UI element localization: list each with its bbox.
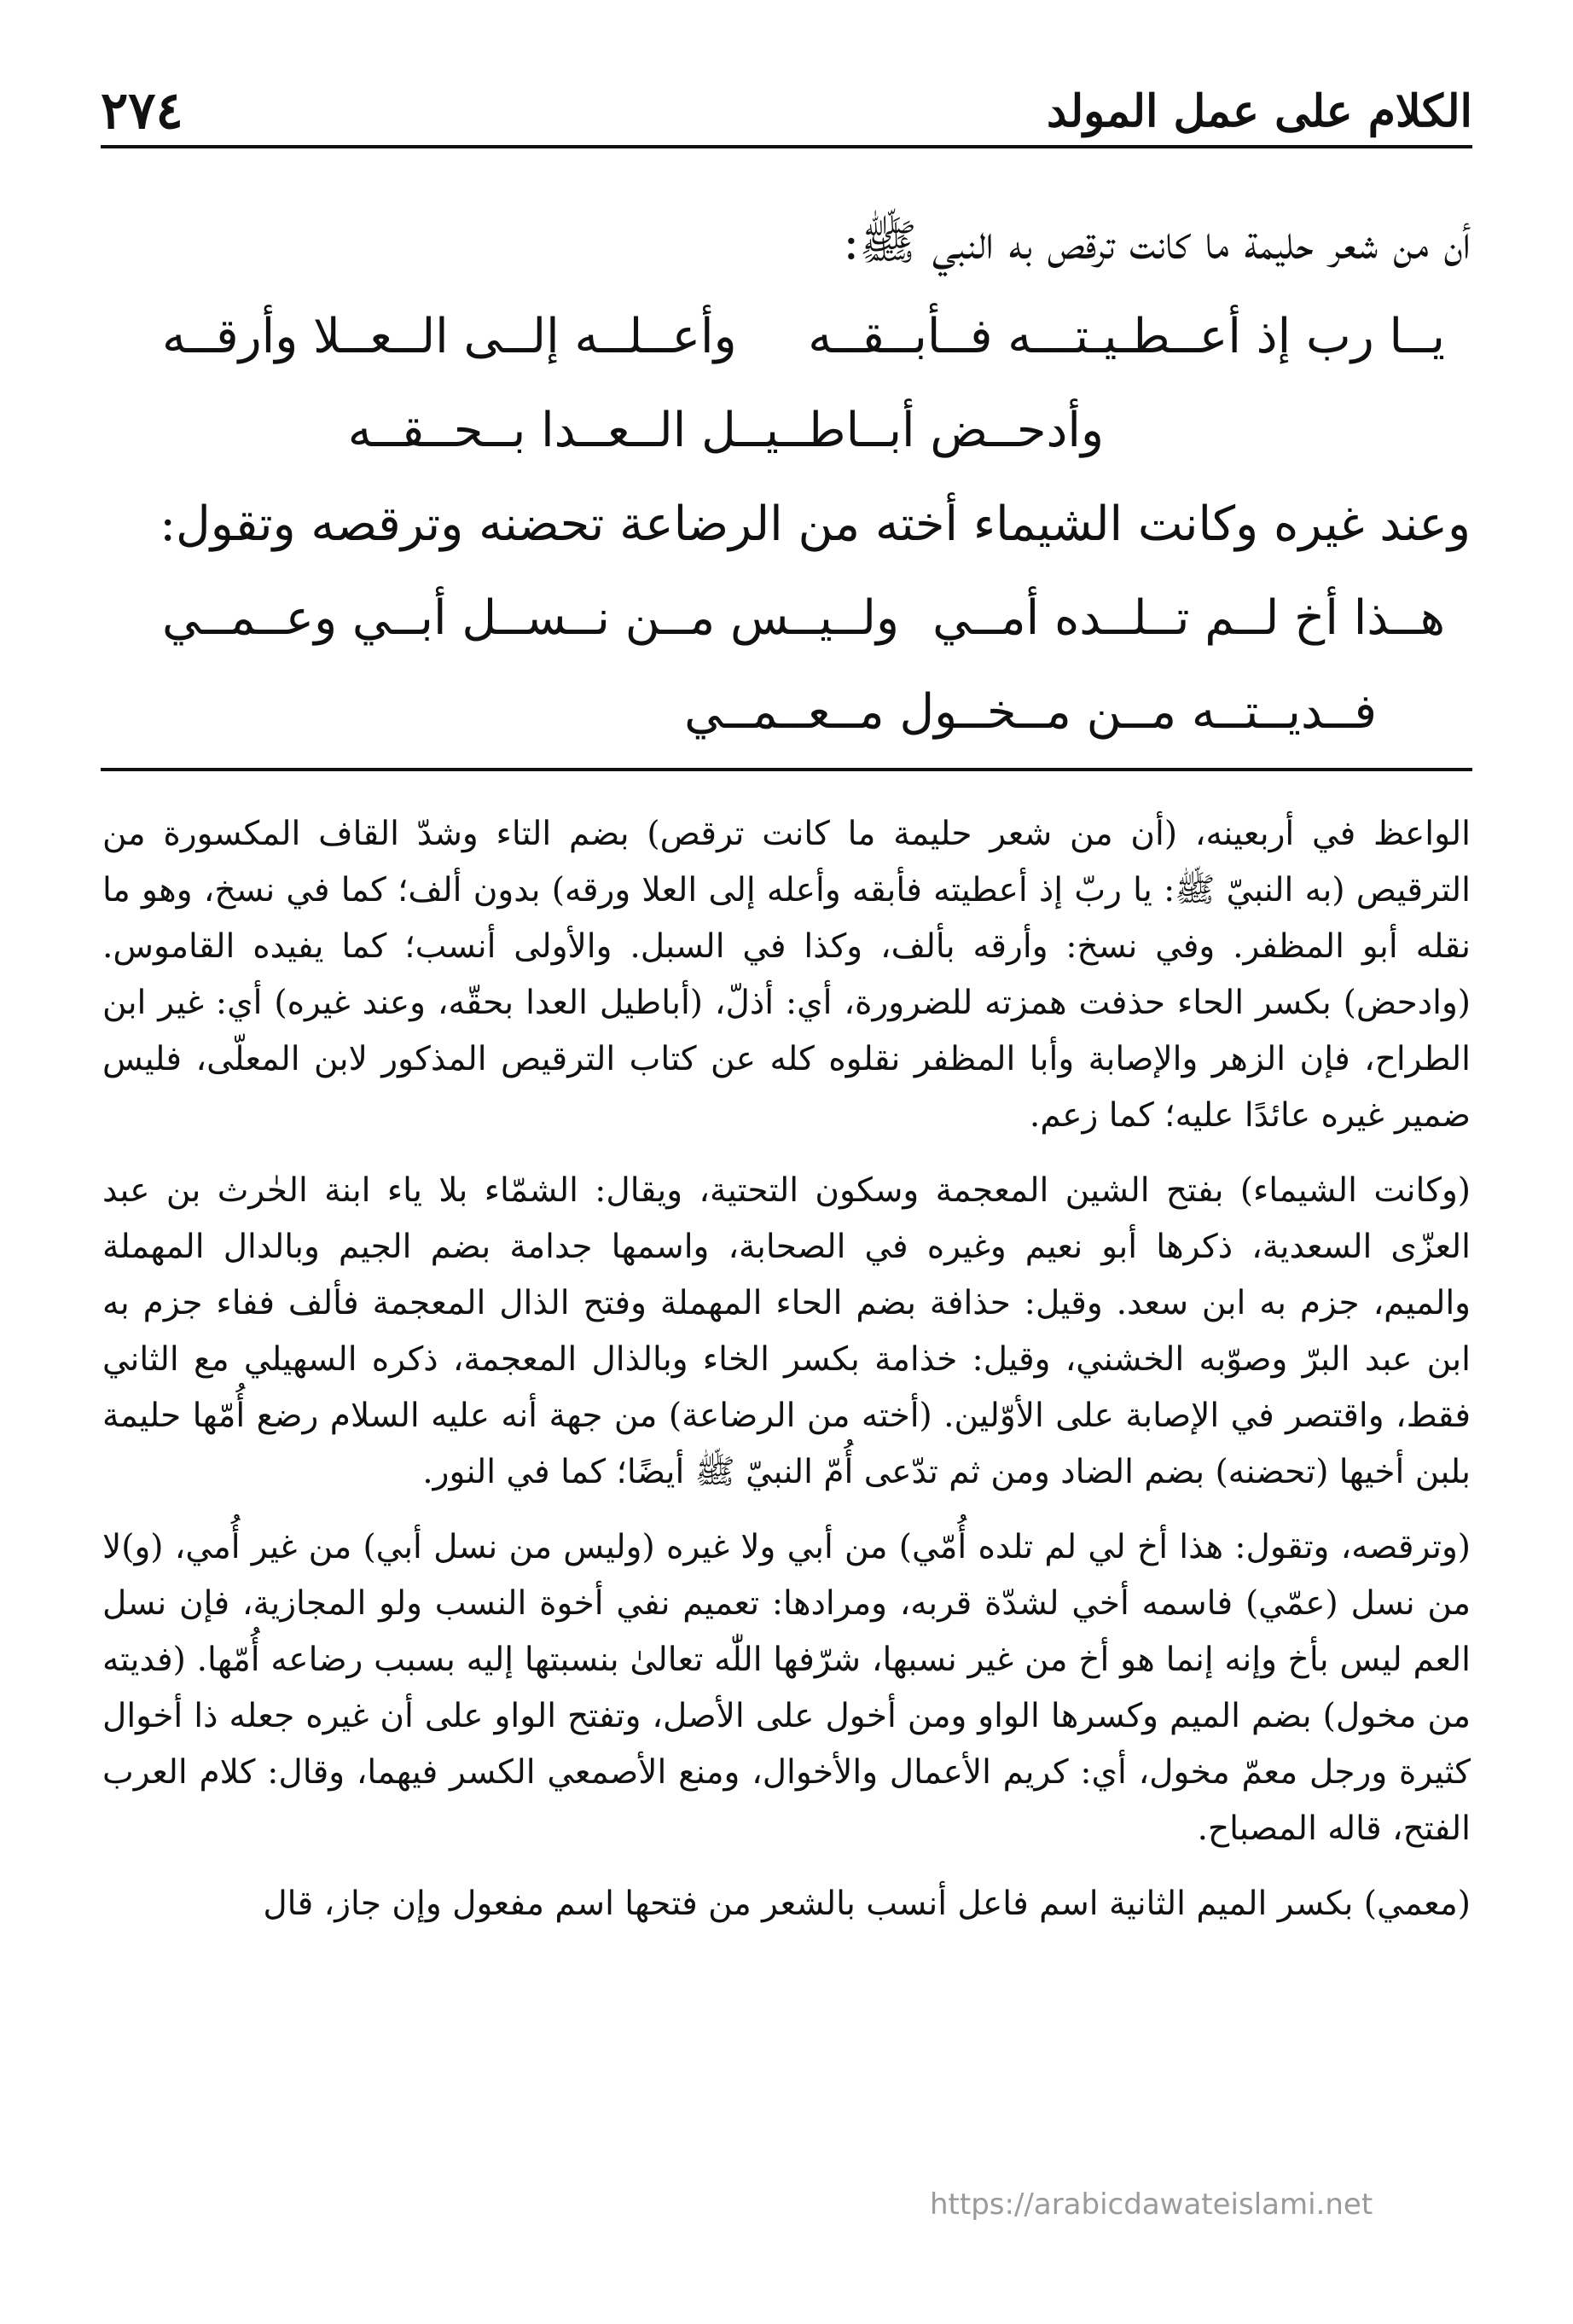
verse-1-continuation: وأدحــض أبــاطــيــل الــعــدا بــحــقــه bbox=[347, 403, 1104, 458]
page-number: ٢٧٤ bbox=[101, 81, 183, 141]
commentary-paragraph-4: (معمي) بكسر الميم الثانية اسم فاعل أنسب بالشعر من فتحها اسم مفعول وإن جاز، قال bbox=[263, 1885, 1471, 1923]
verse-1-second-hemistich: وأعــلــه إلــى الــعــلا وأرقــه bbox=[162, 309, 737, 364]
verse-2 bbox=[128, 572, 1471, 665]
verse-2-second-hemistich: ولــيــس مــن نــســل أبــي وعــمــي bbox=[162, 590, 900, 646]
verse-1 bbox=[128, 290, 1471, 384]
intro-line: أن من شعر حليمة ما كانت ترقص به النبي ﷺ: bbox=[843, 215, 1471, 270]
watermark-url: https://arabicdawateislami.net bbox=[930, 2187, 1373, 2222]
running-title: الكلام على عمل المولد bbox=[1047, 84, 1472, 137]
verse-1-first-hemistich: يــا رب إذ أعــطـيـتـــه فــأبــقــه bbox=[808, 309, 1445, 364]
commentary-paragraph-2: (وكانت الشيماء) بفتح الشين المعجمة وسكون التحتية، ويقال: الشمّاء بلا ياء ابنة الحٰرث بن عبد العزّى السعدية، ذكرها أبو نعيم وغيره في الصحابة، واسمها جدامة بضم الجيم وبالدال المهملة والميم، جزم به ابن سعد. وقيل: حذافة بضم الحاء المهملة وفتح الذال المعجمة فألف ففاء جزم به ابن عبد البرّ وصوّبه الخشني، وقيل: خذامة بكسر الخاء وبالذال المعجمة، ذكره السهيلي مع الثاني فقط، واقتصر في الإصابة على الأوّلين. (أخته من الرضاعة) من جهة أنه عليه السلام رضع أُمّها حليمة بلبن أخيها (تحضنه) بضم الضاد ومن ثم تدّعى أُمّ النبيّ ﷺ أيضًا؛ كما في النور. bbox=[102, 1171, 1471, 1491]
verse-2-first-hemistich: هــذا أخ لــم تــلــده أمــي bbox=[932, 590, 1445, 646]
verse-2-continuation: فــديــتــه مــن مــخــول مــعــمــي bbox=[684, 684, 1377, 740]
page-header bbox=[101, 77, 1472, 148]
section-divider bbox=[101, 768, 1472, 771]
intro-line-2: وعند غيره وكانت الشيماء أخته من الرضاعة تحضنه وترقصه وتقول: bbox=[160, 497, 1471, 552]
main-text bbox=[128, 196, 1471, 759]
commentary-paragraph-3: (وترقصه، وتقول: هذا أخ لي لم تلده أُمّي) من أبي ولا غيره (وليس من نسل أبي) من غير أُمي، (و)لا من نسل (عمّي) فاسمه أخي لشدّة قربه، ومرادها: تعميم نفي أخوة النسب ولو المجازية، فإن نسل العم ليس بأخ وإنه إنما هو أخ من غير نسبها، شرّفها اللّٰه تعالىٰ بنسبتها إليه بسبب رضاعه أُمّها. (فديته من مخول) بضم الميم وكسرها الواو ومن أخول على الأصل، وتفتح الواو على أن غيره جعله ذا أخوال كثيرة ورجل معمّ مخول، أي: كريم الأعمال والأخوال، ومنع الأصمعي الكسر فيهما، وقال: كلام العرب الفتح، قاله المصباح. bbox=[102, 1528, 1471, 1848]
commentary-paragraph-1: الواعظ في أربعينه، (أن من شعر حليمة ما كانت ترقص) بضم التاء وشدّ القاف المكسورة من الترقيص (به النبيّ ﷺ: يا ربّ إذ أعطيته فأبقه وأعله إلى العلا ورقه) بدون ألف؛ كما في نسخ، وهو ما نقله أبو المظفر. وفي نسخ: وأرقه بألف، وكذا في السبل. والأولى أنسب؛ كما يفيده القاموس. (وادحض) بكسر الحاء حذفت همزته للضرورة، أي: أذلّ، (أباطيل العدا بحقّه، وعند غيره) أي: غير ابن الطراح، فإن الزهر والإصابة وأبا المظفر نقلوه كله عن كتاب الترقيص المذكور لابن المعلّى، فليس ضمير غيره عائدًا عليه؛ كما زعم. bbox=[102, 815, 1471, 1135]
commentary bbox=[102, 806, 1471, 1951]
